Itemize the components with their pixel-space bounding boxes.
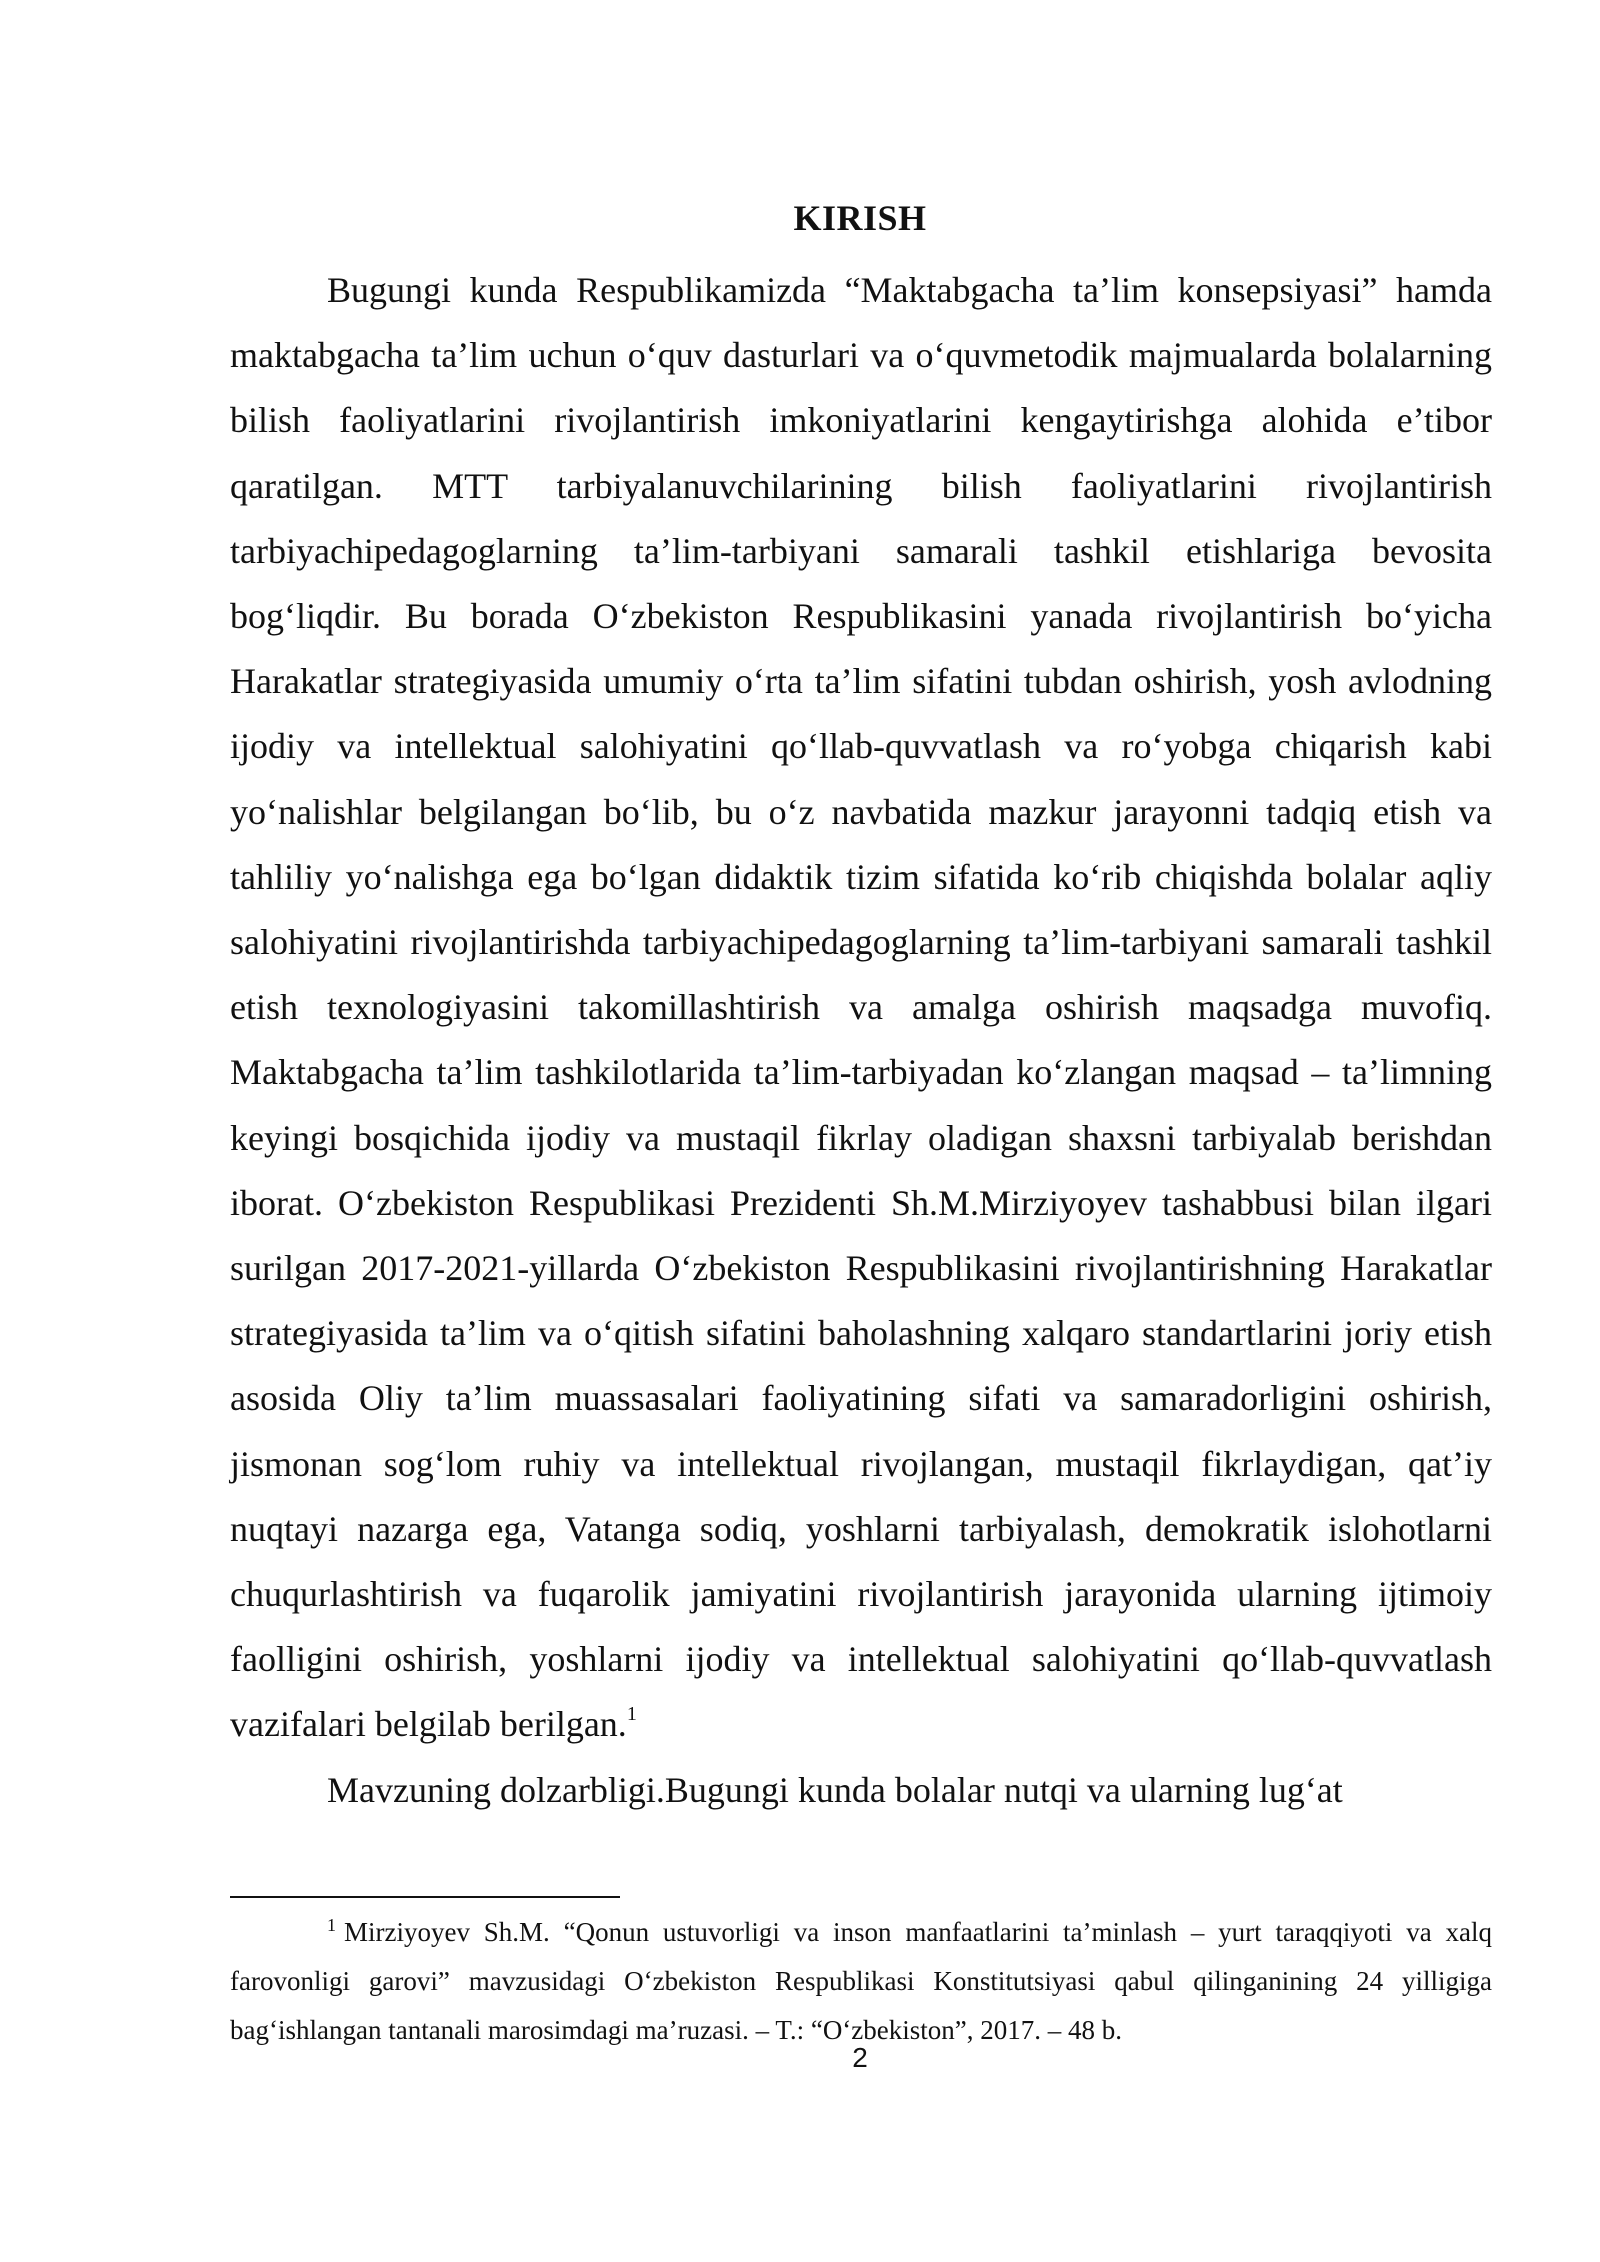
section-title: KIRISH (793, 198, 927, 238)
paragraph (230, 258, 1492, 1758)
paragraph (230, 1758, 1492, 1823)
footnote-separator (230, 1896, 620, 1898)
page-number: 2 (852, 2042, 868, 2073)
footnote-reference[interactable]: 1 (626, 1703, 637, 1726)
paragraph-text: Bugungi kunda Respublikamizda “Maktabgacha ta’lim konsepsiyasi” hamda maktabgacha ta’lim uchun o‘quv dasturlari va o‘quvmetodik majmualarda bolalarning bilish faoliyatlarini rivojlantirish imkoniyatlarini kengaytirishga alohida e’tibor qaratilgan. MTT tarbiyalanuvchilarining bilish faoliyatlarini rivojlantirish tarbiyachipedagoglarning ta’lim-tarbiyani samarali tashkil etishlariga bevosita bog‘liqdir. Bu borada O‘zbekiston Respublikasini yanada rivojlantirish bo‘yicha Harakatlar strategiyasida umumiy o‘rta ta’lim sifatini tubdan oshirish, yosh avlodning ijodiy va intellektual salohiyatini qo‘llab-quvvatlash va ro‘yobga chiqarish kabi yo‘nalishlar belgilangan bo‘lib, bu o‘z navbatida mazkur jarayonni tadqiq etish va tahliliy yo‘nalishga ega bo‘lgan didaktik tizim sifatida ko‘rib chiqishda bolalar aqliy salohiyatini rivojlantirishda tarbiyachipedagoglarning ta’lim-tarbiyani samarali tashkil etish texnologiyasini takomillashtirish va amalga oshirish maqsadga muvofiq. Maktabgacha ta’lim tashkilotlarida ta’lim-tarbiyadan ko‘zlangan maqsad – ta’limning keyingi bosqichida ijodiy va mustaqil fikrlay oladigan shaxsni tarbiyalab berishdan iborat. O‘zbekiston Respublikasi Prezidenti Sh.M.Mirziyoyev tashabbusi bilan ilgari surilgan 2017-2021-yillarda O‘zbekiston Respublikasini rivojlantirishning Harakatlar strategiyasida ta’lim va o‘qitish sifatini baholashning xalqaro standartlarini joriy etish asosida Oliy ta’lim muassasalari faoliyatining sifati va samaradorligini oshirish, jismonan sog‘lom ruhiy va intellektual rivojlangan, mustaqil fikrlaydigan, qat’iy nuqtayi nazarga ega, Vatanga sodiq, yoshlarni tarbiyalash, demokratik islohotlarni chuqurlashtirish va fuqarolik jamiyatini rivojlantirish jarayonida ularning ijtimoiy faolligini oshirish, yoshlarni ijodiy va intellektual salohiyatini qo‘llab-quvvatlash vazifalari belgilab berilgan. (230, 270, 1492, 1745)
footnote-marker: 1 (327, 1915, 336, 1935)
footnote (230, 1908, 1492, 2055)
paragraph-text: Mavzuning dolzarbligi.Bugungi kunda bolalar nutqi va ularning lug‘at (327, 1769, 1343, 1810)
body-text (230, 258, 1492, 1823)
footnote-text: Mirziyoyev Sh.M. “Qonun ustuvorligi va inson manfaatlarini ta’minlash – yurt taraqqiyoti va xalq farovonligi garovi” mavzusidagi O‘zbekiston Respublikasi Konstitutsiyasi qabul qilinganining 24 yilligiga bag‘ishlangan tantanali marosimdagi ma’ruzasi. – T.: “O‘zbekiston”, 2017. – 48 b. (230, 1917, 1492, 2045)
